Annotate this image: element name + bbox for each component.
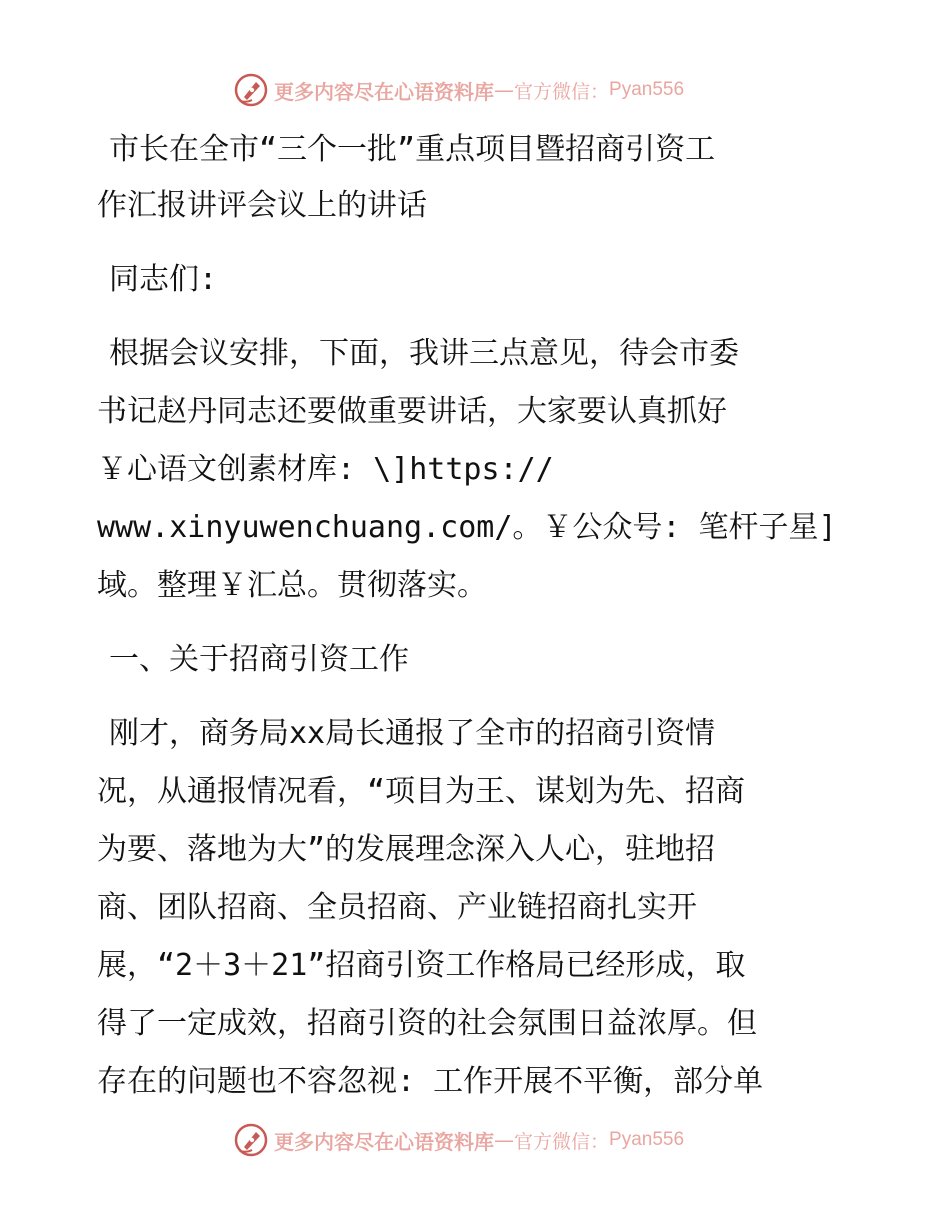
section1-line-2: 况，从通报情况看，“项目为王、谋划为先、招商 [97,774,746,809]
intro-line-2: 书记赵丹同志还要做重要讲话，大家要认真抓好 [97,394,727,429]
footer-banner-separator: — [494,1128,514,1152]
intro-line-4: www.xinyuwenchuang.com/。￥公众号: 笔杆子星] [97,510,837,545]
banner-main-text: 更多内容尽在心语资料库 [274,79,494,104]
footer-banner-main-text: 更多内容尽在心语资料库 [274,1129,494,1154]
intro-line-1: 根据会议安排，下面，我讲三点意见，待会市委 [109,336,739,371]
section-heading-1: 一、关于招商引资工作 [109,642,409,677]
header-banner [234,72,684,108]
section1-line-3: 为要、落地为大”的发展理念深入人心，驻地招 [97,832,716,867]
banner-wechat-id: Pyan556 [609,79,685,100]
intro-line-5: 域。整理￥汇总。贯彻落实。 [97,568,487,603]
pen-nib-logo-icon [234,73,268,107]
banner-wechat-label: 官方微信： [514,80,610,103]
footer-banner-wechat-id: Pyan556 [609,1129,685,1150]
footer-banner [234,1122,684,1158]
pen-nib-logo-icon [234,1123,268,1157]
intro-line-3: ￥心语文创素材库: \]https:// [97,452,554,487]
section1-line-7: 存在的问题也不容忽视: 工作开展不平衡，部分单 [97,1064,764,1099]
banner-separator: — [494,78,514,102]
section1-line-5: 展，“2＋3＋21”招商引资工作格局已经形成，取 [97,948,746,983]
section1-line-1: 刚才，商务局xx局长通报了全市的招商引资情 [109,716,716,751]
section1-line-6: 得了一定成效，招商引资的社会氛围日益浓厚。但 [97,1006,757,1041]
section1-line-4: 商、团队招商、全员招商、产业链招商扎实开 [97,890,697,925]
document-title-line-2: 作汇报讲评会议上的讲话 [97,188,427,223]
document-title-line-1: 市长在全市“三个一批”重点项目暨招商引资工 [109,132,716,167]
footer-banner-wechat-label: 官方微信： [514,1130,610,1153]
salutation: 同志们: [109,262,218,297]
